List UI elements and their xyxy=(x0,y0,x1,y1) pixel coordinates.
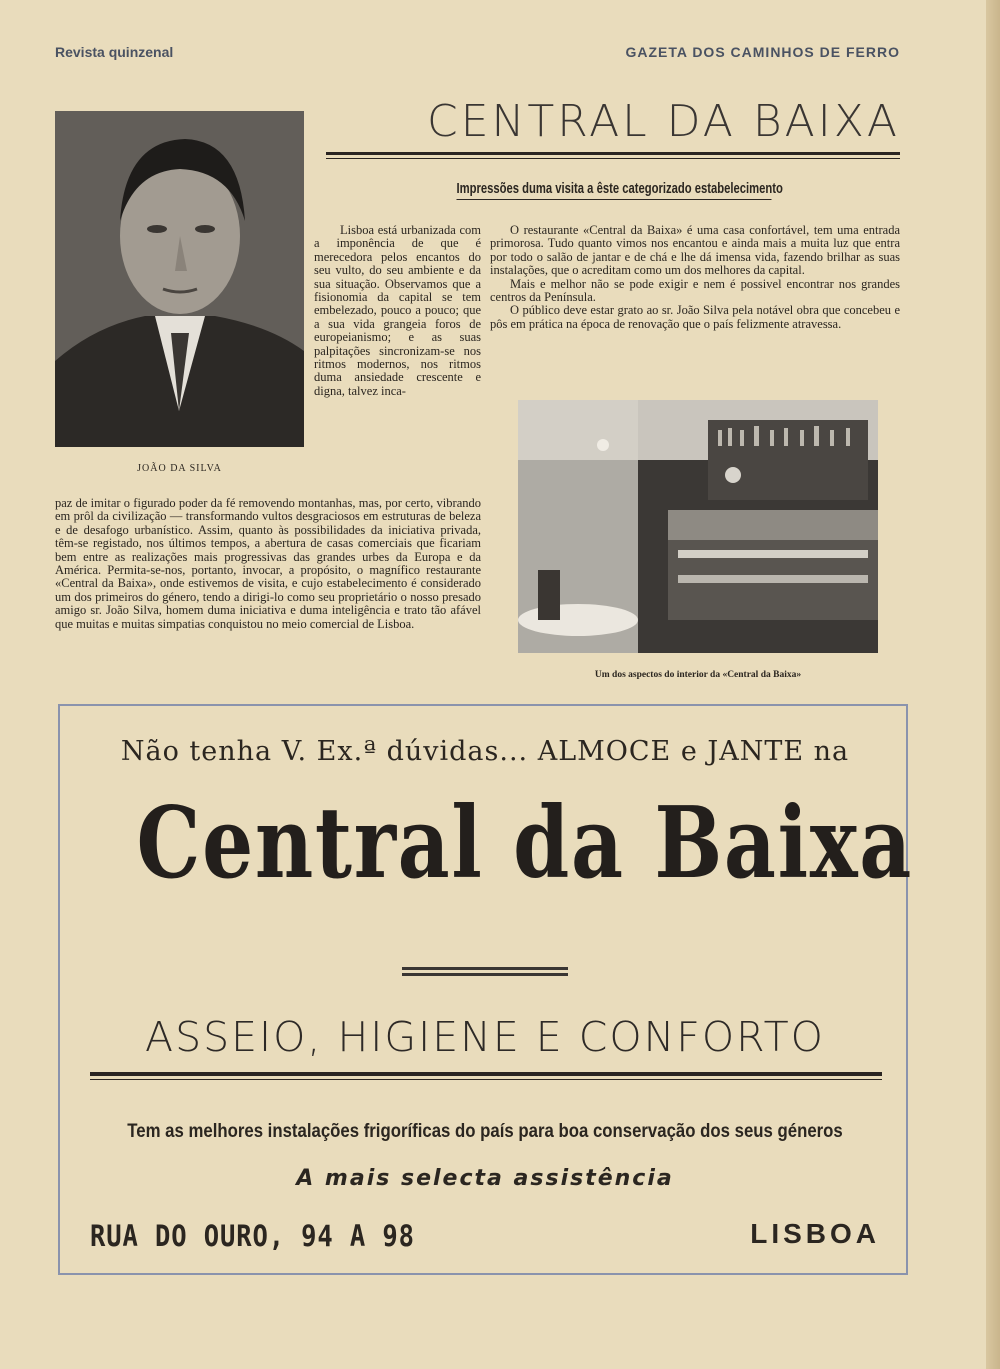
page-edge xyxy=(986,0,1000,1369)
portrait-photo xyxy=(55,111,304,447)
interior-photo xyxy=(518,400,878,653)
paragraph: Mais e melhor não se pode exigir e nem é possivel encontrar nos grandes centros da Península. xyxy=(490,276,900,305)
ad-assistance-text: A mais selecta assistência xyxy=(296,1166,674,1191)
paragraph: O restaurante «Central da Baixa» é uma casa confortável, tem uma entrada primorosa. Tudo quanto vimos nos encantou e ainda mais a muita luz que entra por todo o salão de jantar e de chá e lhe dá imensa vida, fazendo brilhar as suas instalações, que o acreditam como um dos melhores da capital. xyxy=(490,223,900,278)
ad-divider xyxy=(402,967,568,983)
ad-slogan: ASSEIO, HIGIENE E CONFORTO xyxy=(145,1013,825,1061)
article-column-b xyxy=(490,224,900,331)
running-head-right: GAZETA DOS CAMINHOS DE FERRO xyxy=(625,44,900,60)
title-rule-thick xyxy=(326,152,900,155)
article-column-a-wrapped: Lisboa está urbanizada com a imponência de que é merecedora pelos encantos do seu vulto, do seu ambiente e da sua situação. Observamos que a fisionomia da capital se tem embelezado, pouco a pouco; que a sua vida grangeia foros de europeianismo; e as suas palpitações sincronizam-se nos ritmos modernos, nos ritmos duma ansiedade crescente e digna, talvez inca- xyxy=(314,223,481,398)
article-column-a-full: paz de imitar o figurado poder da fé removendo montanhas, mas, por certo, vibrando em prôl da civilização — transformando vultos desgraciosos em estruturas de beleza e de desafogo urbanístico. Assim, quanto às possibilidades da iniciativa privada, têm-se registado, nos últimos tempos, a abertura de casas comerciais que ficariam bem entre as realizações mais progressivas das grandes urbes da Europa e da América. Permita-se-nos, portanto, invocar, a propósito, o magnífico restaurante «Central da Baixa», onde estivemos de visita, e cujo estabelecimento é considerado um dos primeiros do género, tendo a dirigi-lo como seu proprietário o nosso presado amigo sr. João Silva, homem duma iniciativa e duma inteligência e trato tão afável que muitas e muitas simpatias conquistou no meio comercial de Lisboa. xyxy=(55,496,481,631)
portrait-caption: JOÃO DA SILVA xyxy=(137,463,222,474)
article-title: CENTRAL DA BAIXA xyxy=(426,96,900,147)
ad-rule-thin xyxy=(90,1079,882,1080)
ad-invitation: Não tenha V. Ex.ª dúvidas... ALMOCE e JANTE na xyxy=(120,736,850,767)
ad-refrigeration-text: Tem as melhores instalações frigoríficas do país para boa conservação dos seus géneros xyxy=(127,1120,843,1142)
interior-photo-caption: Um dos aspectos do interior da «Central da Baixa» xyxy=(594,670,802,680)
ad-address: RUA DO OURO, 94 A 98 xyxy=(90,1219,415,1253)
advertisement-box xyxy=(58,704,914,1275)
article-subtitle: Impressões duma visita a êste categorizado estabelecimento xyxy=(457,180,772,200)
ad-rule-thick xyxy=(90,1072,882,1076)
title-rule-thin xyxy=(326,158,900,159)
running-head-left: Revista quinzenal xyxy=(55,44,174,60)
ad-city: LISBOA xyxy=(750,1218,880,1249)
paragraph: O público deve estar grato ao sr. João Silva pela notável obra que concebeu e pôs em prática na época de renovação que o país felizmente atravessa. xyxy=(490,303,900,331)
ad-title: Central da Baixa xyxy=(136,786,914,901)
